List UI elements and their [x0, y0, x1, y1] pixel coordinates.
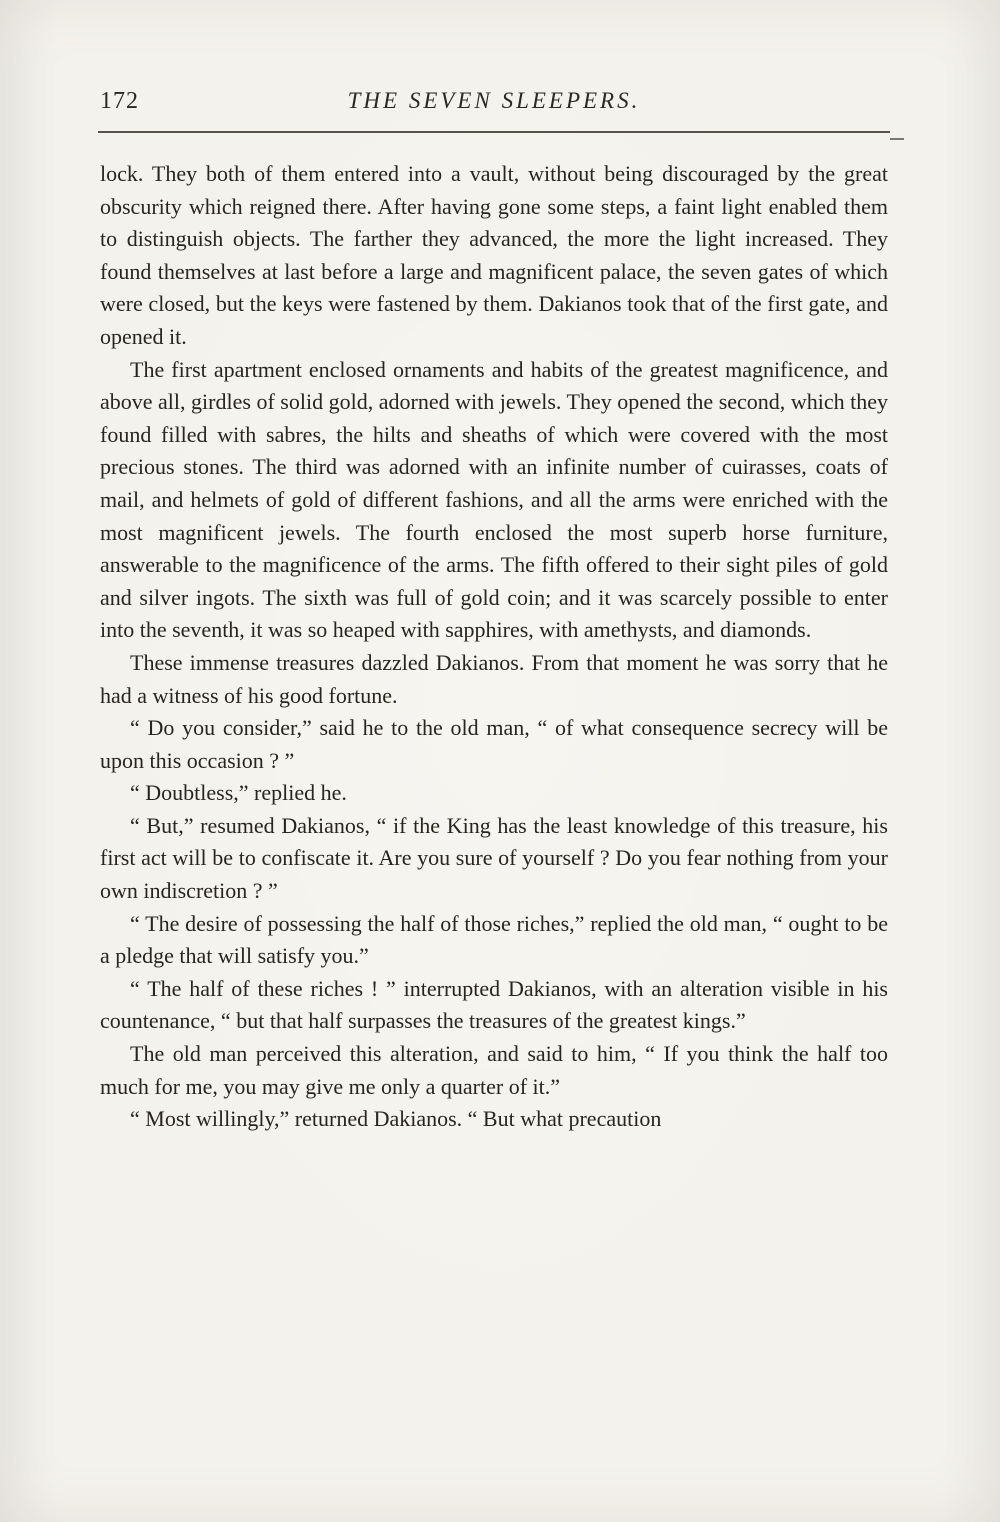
paragraph: The first apartment enclosed ornaments and habits of the greatest magnificence, and above all, girdles of solid gold, adorned with jewels. They opened the second, which they found filled with sabres, the hilts and sheaths of which were covered with the most precious stones. The third was adorned with an infinite number of cuirasses, coats of mail, and helmets of gold of different fashions, and all the arms were enriched with the most magnificent jewels. The fourth enclosed the most superb horse furniture, answerable to the magnificence of the arms. The fifth offered to their sight piles of gold and silver ingots. The sixth was full of gold coin; and it was scarcely possible to enter into the seventh, it was so heaped with sapphires, with amethysts, and diamonds. [100, 356, 888, 643]
page-header [100, 88, 888, 122]
header-rule [98, 131, 890, 133]
paragraph: “ The desire of possessing the half of those riches,” replied the old man, “ ought to be a pledge that will satisfy you.” [100, 910, 888, 969]
paragraph: “ Most willingly,” returned Dakianos. “ But what precaution [130, 1106, 662, 1132]
header-rule-tail [890, 138, 904, 140]
paragraph: These immense treasures dazzled Dakianos. From that moment he was sorry that he had a witness of his good fortune. [100, 649, 888, 708]
paragraph: “ Do you consider,” said he to the old man, “ of what consequence secrecy will be upon this occasion ? ” [100, 715, 888, 773]
paragraph: lock. They both of them entered into a vault, without being discouraged by the great obscurity which reigned there. After having gone some steps, a faint light enabled them to distinguish objects. The farther they advanced, the more the light increased. They found themselves at last before a large and magnificent palace, the seven gates of which were closed, but the keys were fastened by them. Dakianos took that of the first gate, and opened it. [100, 161, 888, 349]
page-number: 172 [100, 88, 139, 114]
page-body [100, 158, 888, 1136]
paragraph: “ Doubtless,” replied he. [130, 780, 347, 806]
paragraph: “ The half of these riches ! ” interrupted Dakianos, with an alteration visible in his countenance, “ but that half surpasses the treasures of the greatest kings.” [100, 975, 888, 1034]
paragraph: The old man perceived this alteration, and said to him, “ If you think the half too much for me, you may give me only a quarter of it.” [100, 1041, 888, 1099]
running-header: THE SEVEN SLEEPERS. [347, 88, 641, 113]
paragraph: “ But,” resumed Dakianos, “ if the King has the least knowledge of this treasure, his first act will be to confiscate it. Are you sure of yourself ? Do you fear nothing from your own indiscretion ? ” [100, 812, 888, 904]
